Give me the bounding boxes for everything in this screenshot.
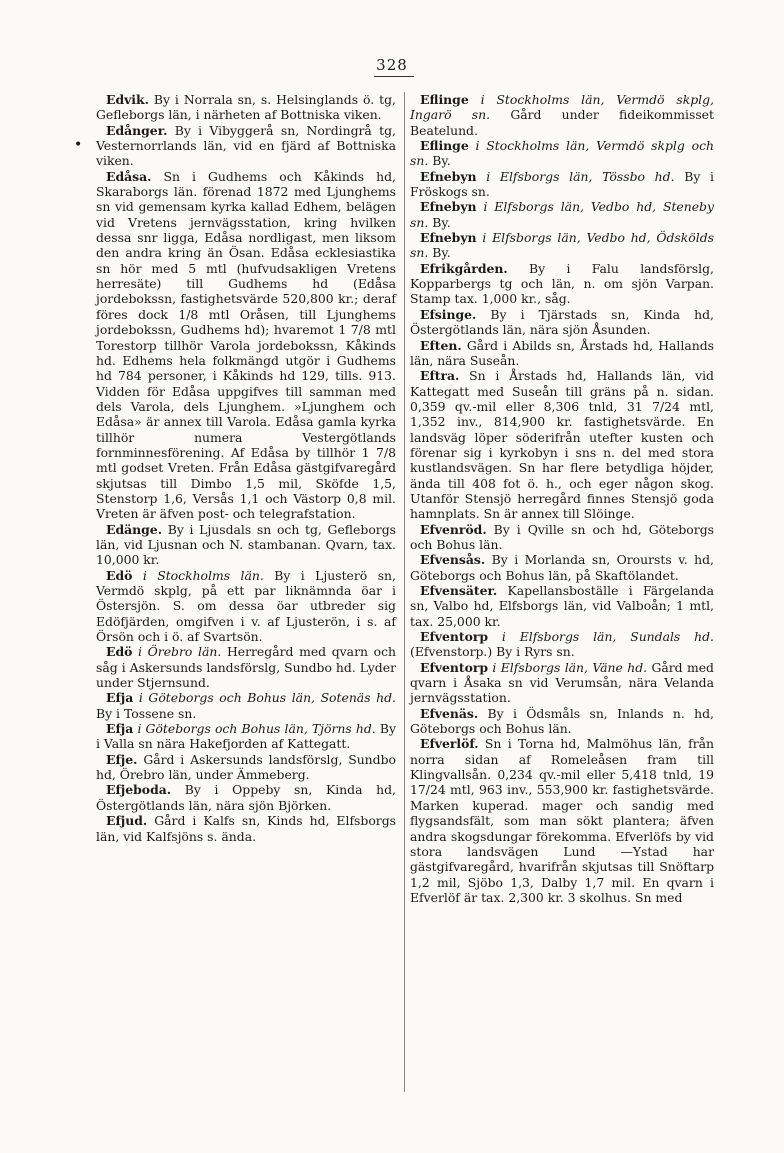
entry-text: By i Oppeby sn, Kinda hd, Östergötlands län, nära sjön Björken. (96, 782, 396, 813)
entry-headword: Edvik. (106, 92, 149, 107)
entry-text: By i Morlanda sn, Oroursts v. hd, Göteborgs och Bohus län, på Skaftölandet. (410, 552, 714, 583)
entry-text: By i Valla sn nära Hakefjorden af Kattegatt. (96, 721, 396, 752)
entry-headword: Edö (106, 567, 133, 583)
entry-headword: Edånger. (106, 122, 168, 138)
entry-headword: Efnebyn (420, 230, 477, 246)
dictionary-entry (410, 199, 714, 230)
dictionary-entry (96, 169, 396, 522)
entry-headword: Eflinge (420, 92, 469, 107)
entry-text: By i Tossene sn. (96, 705, 197, 721)
entry-headword: Efje. (106, 751, 138, 767)
entry-text: By i Ljusterö sn, Vermdö skplg, på ett par liknämnda öar i Östersjön. S. om dessa öar utbreder sig Edöfjärden, omgifven i v. af Ljusterön, i s. af Örsön och i ö. af Svartsön. (96, 567, 396, 645)
entry-location: i Göteborgs och Bohus län, Sotenäs hd. (138, 690, 396, 706)
entry-location: i Elfsborgs län, Väne hd. (492, 659, 648, 675)
entry-text: Sn i Torna hd, Malmöhus län, från norra sidan af Romeleåsen fram till Klingvallsån. 0,234 qv.-mil eller 5,418 tnld, 19 17/24 mtl, 963 inv., 553,900 kr. fastighetsvärde. Marken kuperad. mager och sandig med flygsandsfält, som man sökt plantera; äfven andra skogsdungar förekomma. Efverlöfs by vid stora landsvägen Lund —Ystad har gästgifvaregård, hvarifrån skjutsas till Snöftarp 1,2 mil, Sjöbo 1,3, Dalby 1,7 mil. En qvarn i Efverlöf är tax. 2,300 kr. 3 skolhus. Sn med (410, 736, 714, 905)
entry-text: Gård i Askersunds landsförslg, Sundbo hd, Örebro län, under Ämmeberg. (96, 751, 396, 783)
entry-text: Sn i Gudhems och Kåkinds hd, Skaraborgs län. förenad 1872 med Ljunghems sn vid gemensam kyrka kallad Edhem, belägen vid Vretens jernvägsstation, kring hvilken dessa snr ligga, Edåsa nordligast, men liksom den andra kring än Ösan. Edåsa ecklesiastika sn hör med 5 mtl (hufvudsakligen Vretens herresäte) till Gudhems hd (Edåsa jordebokssn, fastighetsvärde 520,800 kr.; deraf föres dock 1/8 mtl Oråsen, till Ljunghems jordebokssn, Gudhems hd); hvaremot 1 7/8 mtl Torestorp tillhör Varola jordebokssn, Kåkinds hd. Edhems hela folkmängd utgör i Gudhems hd 784 personer, i Kåkinds hd 129, tills. 913. Vidden för Edåsa uppgifves till samman med dels Varola, dels Ljunghem. »Ljunghem och Edåsa» är annex till Varola. Edåsa gamla kyrka tillhör numera Vestergötlands fornminnesförening. Af Edåsa by tillhör 1 7/8 mtl godset Vreten. Från Edåsa gästgifvaregård skjutsas till Dimbo 1,5 mil, Sköfde 1,5, Stenstorp 1,6, Versås 1,1 och Västorp 0,8 mil. Vreten är äfven post- och telegrafstation. (96, 168, 396, 522)
entry-headword: Efsinge. (420, 306, 477, 322)
dictionary-entry (96, 92, 396, 123)
entry-text: By i Fröskogs sn. (410, 168, 714, 200)
dictionary-entry (96, 123, 396, 169)
entry-headword: Efverlöf. (420, 736, 479, 752)
header-rule (374, 76, 414, 77)
entry-location: i Stockholms län, Vermdö skplg och sn. (410, 138, 714, 169)
entry-location: i Örebro län. (138, 644, 222, 660)
entry-location: i Elfsborgs län, Vedbo hd, Ödskölds sn. (410, 230, 714, 261)
entry-text: By. (432, 214, 451, 230)
dictionary-entry (410, 552, 714, 583)
dictionary-entry (410, 92, 714, 138)
dictionary-entry (410, 338, 714, 369)
dictionary-entry (410, 261, 714, 307)
margin-mark: • (74, 137, 83, 153)
dictionary-entry (96, 782, 396, 813)
entry-text: Gård med qvarn i Åsaka sn vid Verumsån, nära Velanda jernvägsstation. (410, 659, 714, 706)
dictionary-entry (96, 644, 396, 690)
entry-text: Gård i Kalfs sn, Kinds hd, Elfsborgs län, vid Kalfsjöns s. ända. (96, 813, 396, 844)
entry-headword: Efrikgården. (420, 260, 508, 276)
entry-headword: Efventorp (420, 629, 489, 645)
dictionary-entry (410, 706, 714, 737)
entry-text: (Efvenstorp.) By i Ryrs sn. (410, 644, 575, 660)
entry-text: By i Norrala sn, s. Helsinglands ö. tg, Gefleborgs län, i närheten af Bottniska viken. (96, 92, 396, 123)
entry-text: By i Vibyggerå sn, Nordingrå tg, Vesternorrlands län, vid en fjärd af Bottniska viken. (96, 122, 396, 169)
entry-headword: Efnebyn (420, 199, 477, 215)
entry-headword: Edänge. (106, 521, 163, 537)
entry-location: i Elfsborgs län, Sundals hd. (501, 629, 714, 645)
dictionary-entry (410, 660, 714, 706)
entry-text: Herregård med qvarn och såg i Askersunds landsförslg, Sundbo hd. Lyder under Stjernsund. (96, 644, 396, 691)
dictionary-entry (96, 522, 396, 568)
entry-headword: Edåsa. (106, 168, 152, 184)
entry-headword: Efvensäter. (420, 583, 498, 598)
dictionary-entry (96, 721, 396, 752)
entry-location: i Stockholms län. (142, 567, 264, 583)
entry-text: By i Falu landsförslg, Kopparbergs tg och län, n. om sjön Varpan. Stamp tax. 1,000 kr., såg. (410, 260, 714, 307)
dictionary-entry (410, 629, 714, 660)
entry-headword: Eflinge (420, 138, 469, 154)
entry-location: i Elfsborgs län, Vedbo hd, Steneby sn. (410, 199, 714, 230)
entry-text: Gård i Abilds sn, Årstads hd, Hallands län, nära Suseån. (410, 337, 714, 368)
dictionary-entry (410, 230, 714, 261)
page-number: 328 (376, 56, 408, 74)
entry-headword: Efja (106, 721, 134, 737)
entry-headword: Efnebyn (420, 168, 477, 184)
entry-headword: Efventorp (420, 659, 489, 675)
dictionary-entry (410, 368, 714, 521)
entry-headword: Efvenäs. (420, 705, 479, 721)
dictionary-entry (410, 736, 714, 905)
entry-headword: Efvensås. (420, 552, 486, 568)
column-divider (404, 92, 405, 1092)
dictionary-entry (96, 813, 396, 844)
entry-text: Gård under fideikommisset Beatelund. (410, 107, 714, 138)
entry-text: Sn i Årstads hd, Hallands län, vid Kattegatt med Suseån till gräns på n. sidan. 0,359 qv.-mil eller 8,306 tnld, 31 7/24 mtl, 1,352 inv., 814,900 kr. fastighetsvärde. En landsväg löper söderifrån utefter kusten och förenar sig i kyrkobyn i sns n. del med stora kustlandsvägen. Sn har flere betydliga höjder, ända till 408 fot ö. h., och eger någon skog. Utanför Stensjö herregård finnes Stensjö goda hamnplats. Sn är annex till Slöinge. (410, 368, 714, 522)
right-column (410, 92, 714, 905)
entry-text: By i Ödsmåls sn, Inlands n. hd, Göteborgs och Bohus län. (410, 705, 714, 737)
entry-headword: Efja (106, 690, 134, 706)
dictionary-entry (410, 307, 714, 338)
entry-text: By i Ljusdals sn och tg, Gefleborgs län, vid Ljusnan och N. stambanan. Qvarn, tax. 10,000 kr. (96, 521, 396, 568)
dictionary-entry (410, 138, 714, 169)
entry-headword: Eften. (420, 337, 462, 353)
dictionary-entry (410, 583, 714, 629)
entry-text: Kapellansboställe i Färgelanda sn, Valbo hd, Elfsborgs län, vid Valboån; 1 mtl, tax. 25,000 kr. (410, 583, 714, 629)
entry-location: i Göteborgs och Bohus län, Tjörns hd. (137, 721, 376, 737)
dictionary-entry (96, 690, 396, 721)
entry-location: i Elfsborgs län, Tössbo hd. (486, 168, 675, 184)
entry-text: By. (432, 245, 451, 261)
entry-text: By i Tjärstads sn, Kinda hd, Östergötlands län, nära sjön Åsunden. (410, 306, 714, 338)
entry-headword: Efvenröd. (420, 521, 487, 537)
entry-headword: Efjeboda. (106, 782, 172, 798)
entry-text: By. (432, 153, 451, 169)
entry-headword: Eftra. (420, 368, 460, 384)
entry-headword: Edö (106, 644, 133, 660)
entry-headword: Efjud. (106, 813, 148, 829)
dictionary-entry (96, 568, 396, 645)
entry-location: i Stockholms län, Vermdö skplg, Ingarö sn. (410, 92, 714, 123)
dictionary-entry (410, 169, 714, 200)
entry-text: By i Qville sn och hd, Göteborgs och Bohus län. (410, 521, 714, 552)
dictionary-entry (96, 752, 396, 783)
left-column (96, 92, 396, 844)
dictionary-entry (410, 522, 714, 553)
